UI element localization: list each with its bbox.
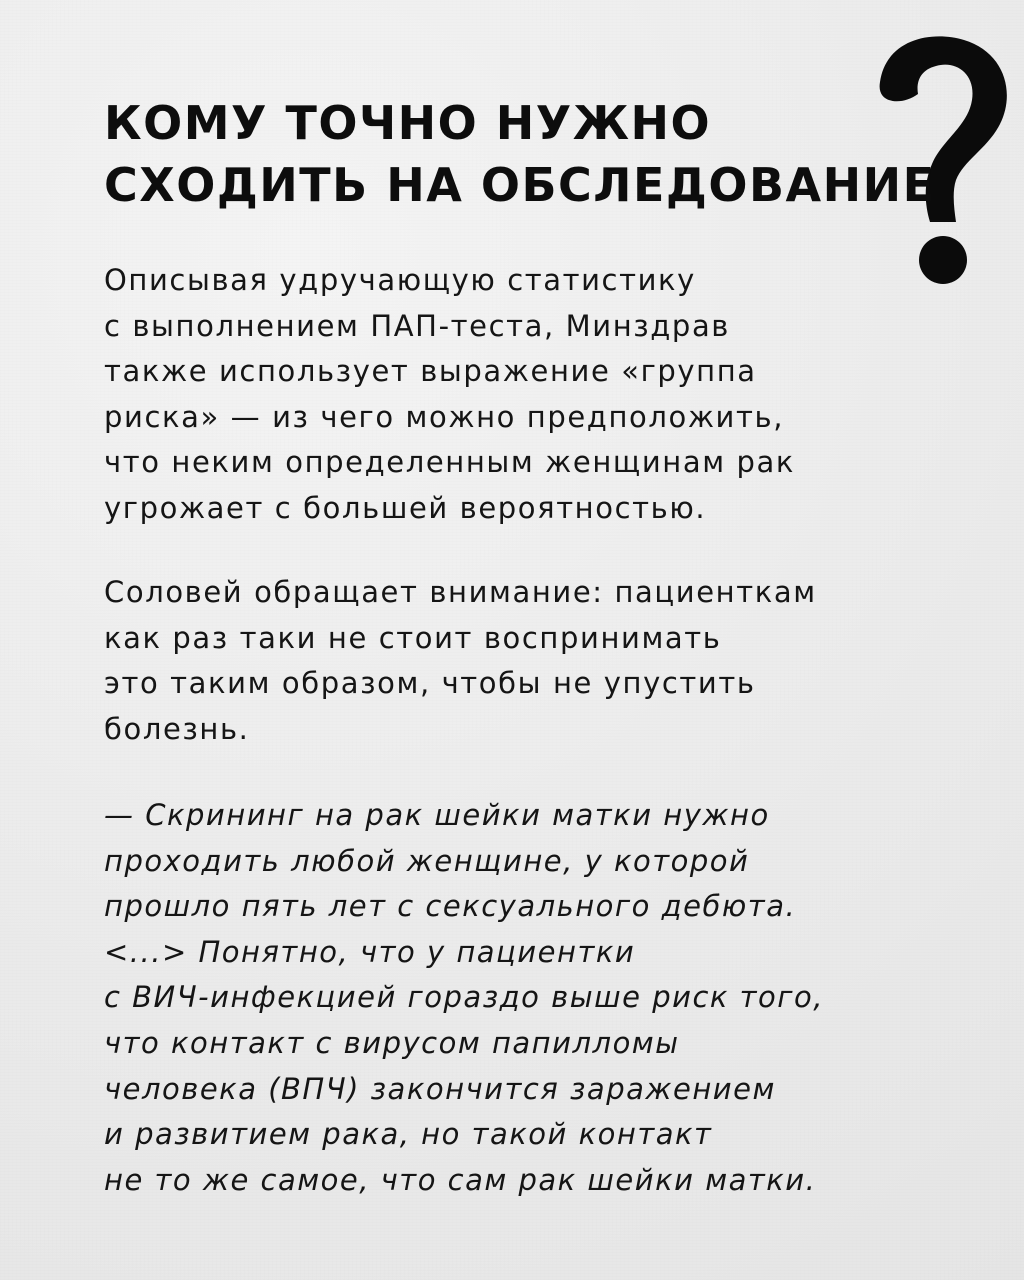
paragraph-2-line: как раз таки не стоит воспринимать <box>104 620 722 655</box>
paragraph-1-line: риска» — из чего можно предположить, <box>104 399 785 434</box>
paragraph-1 <box>104 258 964 531</box>
paragraph-1-line: с выполнением ПАП-теста, Минздрав <box>104 308 731 343</box>
paragraph-2-line: Соловей обращает внимание: пациенткам <box>104 575 817 609</box>
paragraph-2 <box>104 570 964 752</box>
quote-line: прошло пять лет с сексуального дебюта. <box>104 889 797 924</box>
page-title <box>104 92 964 216</box>
quote-line: не то же самое, что сам рак шейки матки. <box>104 1162 817 1197</box>
quote-line: проходить любой женщине, у которой <box>104 843 750 878</box>
paragraph-2-line: болезнь. <box>104 711 250 746</box>
quote-line: с ВИЧ-инфекцией гораздо выше риск того, <box>104 980 824 1015</box>
quote-line: <...> Понятно, что у пациентки <box>104 934 636 969</box>
quote-line: — Скрининг на рак шейки матки нужно <box>104 798 770 832</box>
paragraph-1-line: что неким определенным женщинам рак <box>104 445 795 479</box>
title-line-1: КОМУ ТОЧНО НУЖНО <box>104 96 712 150</box>
quote-line: и развитием рака, но такой контакт <box>104 1117 713 1152</box>
quote-line: что контакт с вирусом папилломы <box>104 1025 680 1060</box>
quote-line: человека (ВПЧ) закончится заражением <box>104 1071 776 1106</box>
paragraph-1-line: также использует выражение «группа <box>104 354 757 388</box>
quote-block <box>104 793 964 1203</box>
paragraph-1-line: Описывая удручающую статистику <box>104 263 696 297</box>
paragraph-2-line: это таким образом, чтобы не упустить <box>104 666 756 700</box>
title-line-2: СХОДИТЬ НА ОБСЛЕДОВАНИЕ <box>104 158 936 212</box>
paragraph-1-line: угрожает с большей вероятностью. <box>104 490 707 525</box>
